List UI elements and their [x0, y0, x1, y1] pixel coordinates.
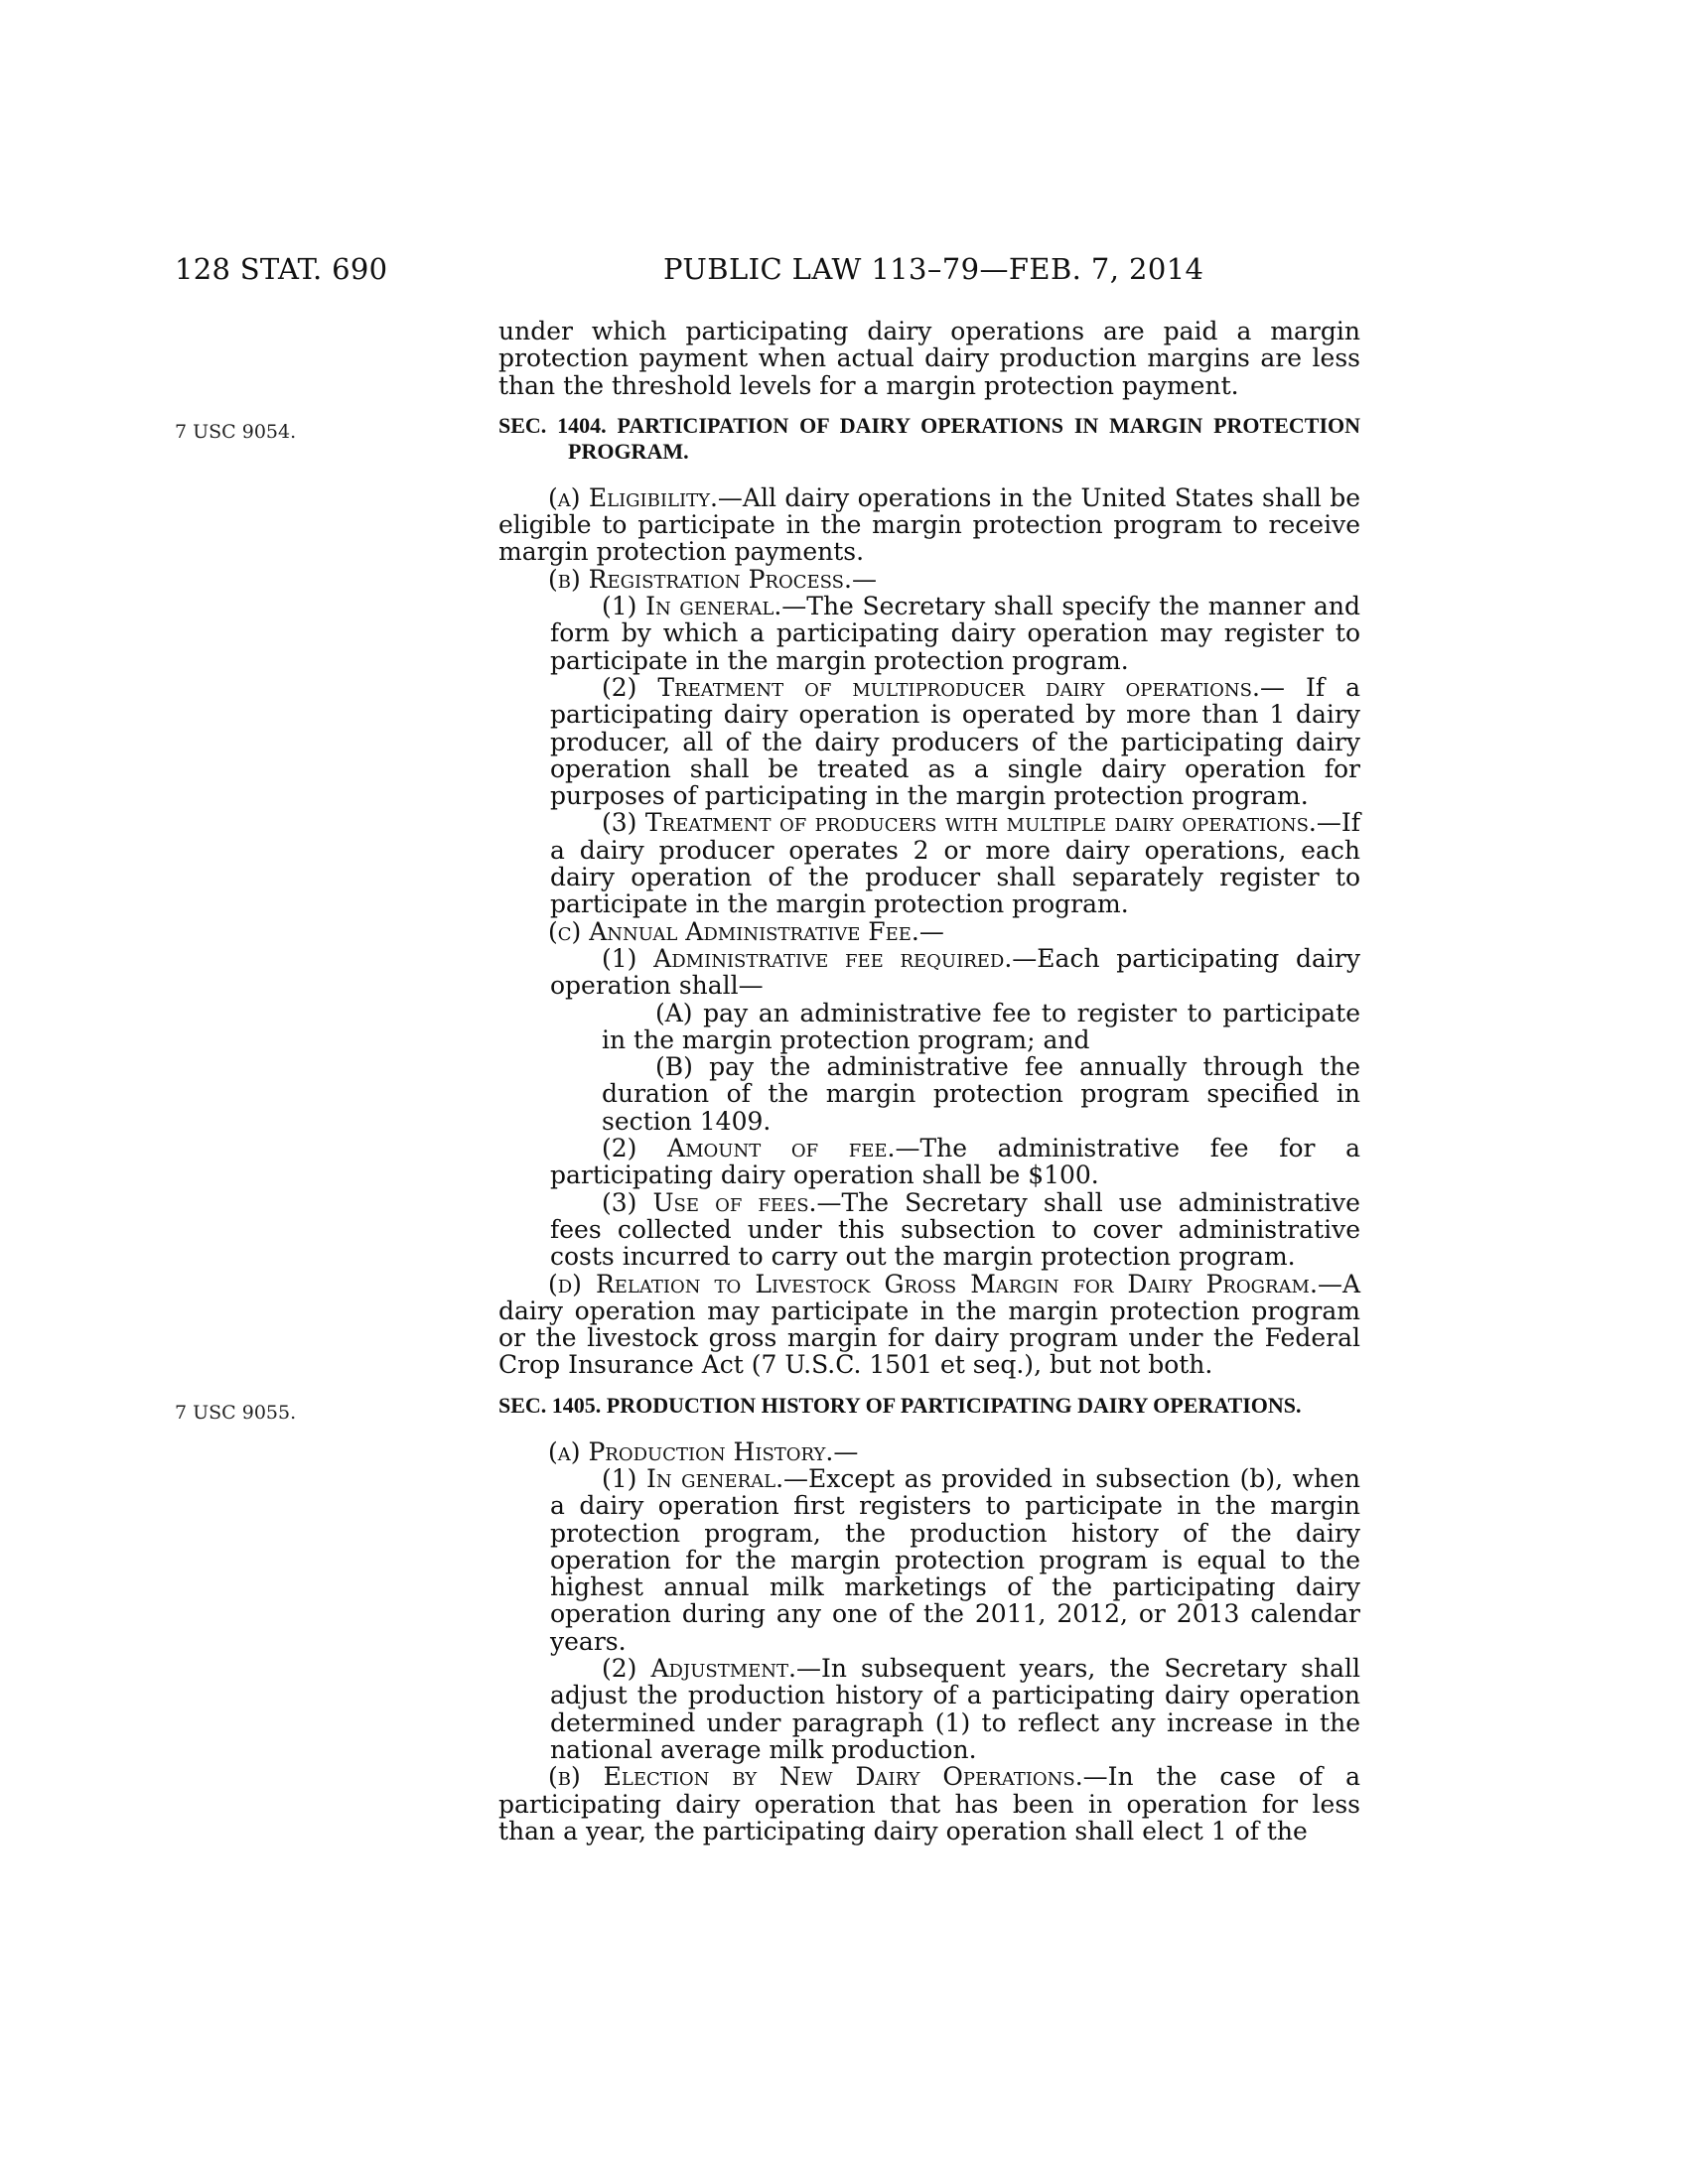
- paragraph-b3-heading: (3) Treatment of producers with multiple dairy operations.: [602, 808, 1317, 838]
- paragraph-b1: [498, 593, 1360, 674]
- subsection-d-text: —A dairy operation may participate in the margin protection program or the livestock gross margin for dairy program under the Federal Crop Insurance Act (7 U.S.C. 1501 et seq.), but not both.: [498, 1269, 1360, 1380]
- paragraph-c3-text: —The Secretary shall use administrative fees collected under this subsection to cover administrative costs incurred to carry out the margin protection program.: [550, 1187, 1360, 1272]
- subsection-b-heading: (b) Registration Process.—: [548, 564, 877, 594]
- document-body: [498, 318, 1360, 1844]
- paragraph-c1-heading: (1) Administrative fee required.: [602, 943, 1013, 973]
- margin-note-9055: 7 USC 9055.: [175, 1402, 297, 1424]
- paragraph-b3: [498, 809, 1360, 917]
- page-header: [0, 252, 1688, 292]
- subsection-b: [498, 566, 1360, 593]
- subsection-a-heading: (a) Eligibility.: [548, 482, 718, 512]
- section-1404-heading: SEC. 1404. PARTICIPATION OF DAIRY OPERATIONS IN MARGIN PROTECTION PROGRAM.: [498, 412, 1360, 464]
- paragraph-pa2: [498, 1655, 1360, 1763]
- paragraph-c3: [498, 1189, 1360, 1271]
- subsection-pa-heading: (a) Production History.—: [548, 1436, 859, 1466]
- paragraph-b1-heading: (1) In general.: [602, 592, 782, 621]
- paragraph-b3-text: —If a dairy producer operates 2 or more dairy operations, each dairy operation of the producer shall separately register to participate in the margin protection program.: [550, 808, 1360, 919]
- paragraph-c3-heading: (3) Use of fees.: [602, 1187, 817, 1217]
- subsection-c-heading: (c) Annual Administrative Fee.—: [548, 916, 944, 946]
- subsection-a: [498, 484, 1360, 566]
- subsection-c: [498, 918, 1360, 945]
- paragraph-c1: [498, 945, 1360, 1000]
- paragraph-b1-text: —The Secretary shall specify the manner and form by which a participating dairy operation may register to participate in the margin protection program.: [550, 592, 1360, 675]
- paragraph-pa1-heading: (1) In general.: [602, 1463, 784, 1493]
- paragraph-c2-text: —The administrative fee for a participating dairy operation shall be $100.: [550, 1134, 1360, 1190]
- margin-note-9054: 7 USC 9054.: [175, 421, 297, 443]
- paragraph-b2: [498, 674, 1360, 809]
- subsection-pb-heading: (b) Election by New Dairy Operations.: [548, 1762, 1083, 1792]
- paragraph-b2-heading: (2) Treatment of multiproducer dairy operations.: [602, 672, 1260, 702]
- paragraph-pa2-text: —In subsequent years, the Secretary shall adjust the production history of a participating dairy operation determined under paragraph (1) to reflect any increase in the national average milk production.: [550, 1654, 1360, 1764]
- subsection-d: [498, 1271, 1360, 1379]
- subsection-d-heading: (d) Relation to Livestock Gross Margin for Dairy Program.: [548, 1269, 1318, 1298]
- paragraph-pa2-heading: (2) Adjustment.: [602, 1654, 796, 1684]
- paragraph-continuation: under which participating dairy operations are paid a margin protection payment when actual dairy production margins are less than the threshold levels for a margin protection payment.: [498, 317, 1360, 400]
- public-law-title: PUBLIC LAW 113–79—FEB. 7, 2014: [663, 252, 1204, 286]
- subsection-a-text: —All dairy operations in the United States shall be eligible to participate in the margin protection program to receive margin protection payments.: [498, 482, 1361, 567]
- paragraph-pa1-text: —Except as provided in subsection (b), when a dairy operation first registers to participate in the margin protection program, the production history of the dairy operation for the margin protection program is equal to the highest annual milk marketings of the participating dairy operation during any one of the 2011, 2012, or 2013 calendar years.: [550, 1463, 1360, 1656]
- paragraph-c2-heading: (2) Amount of fee.: [602, 1134, 896, 1163]
- paragraph-c2: [498, 1135, 1360, 1189]
- subsection-pa: [498, 1438, 1360, 1465]
- subparagraph-c1b: (B) pay the administrative fee annually through the duration of the margin protection program specified in section 1409.: [602, 1052, 1360, 1136]
- section-1405-heading: SEC. 1405. PRODUCTION HISTORY OF PARTICIPATING DAIRY OPERATIONS.: [498, 1392, 1302, 1418]
- subsection-pb-text: —In the case of a participating dairy operation that has been in operation for less than a year, the participating dairy operation shall elect 1 of the: [498, 1762, 1361, 1845]
- paragraph-c1-text: —Each participating dairy operation shall—: [550, 943, 1360, 1001]
- subparagraph-c1a: (A) pay an administrative fee to register to participate in the margin protection program; and: [602, 998, 1360, 1054]
- subsection-pb: [498, 1763, 1360, 1844]
- paragraph-b2-text: — If a participating dairy operation is operated by more than 1 dairy producer, all of the dairy producers of the participating dairy operation shall be treated as a single dairy operation for purposes of participating in the margin protection program.: [550, 672, 1360, 811]
- statute-page-number: 128 STAT. 690: [175, 252, 388, 286]
- paragraph-pa1: [498, 1465, 1360, 1655]
